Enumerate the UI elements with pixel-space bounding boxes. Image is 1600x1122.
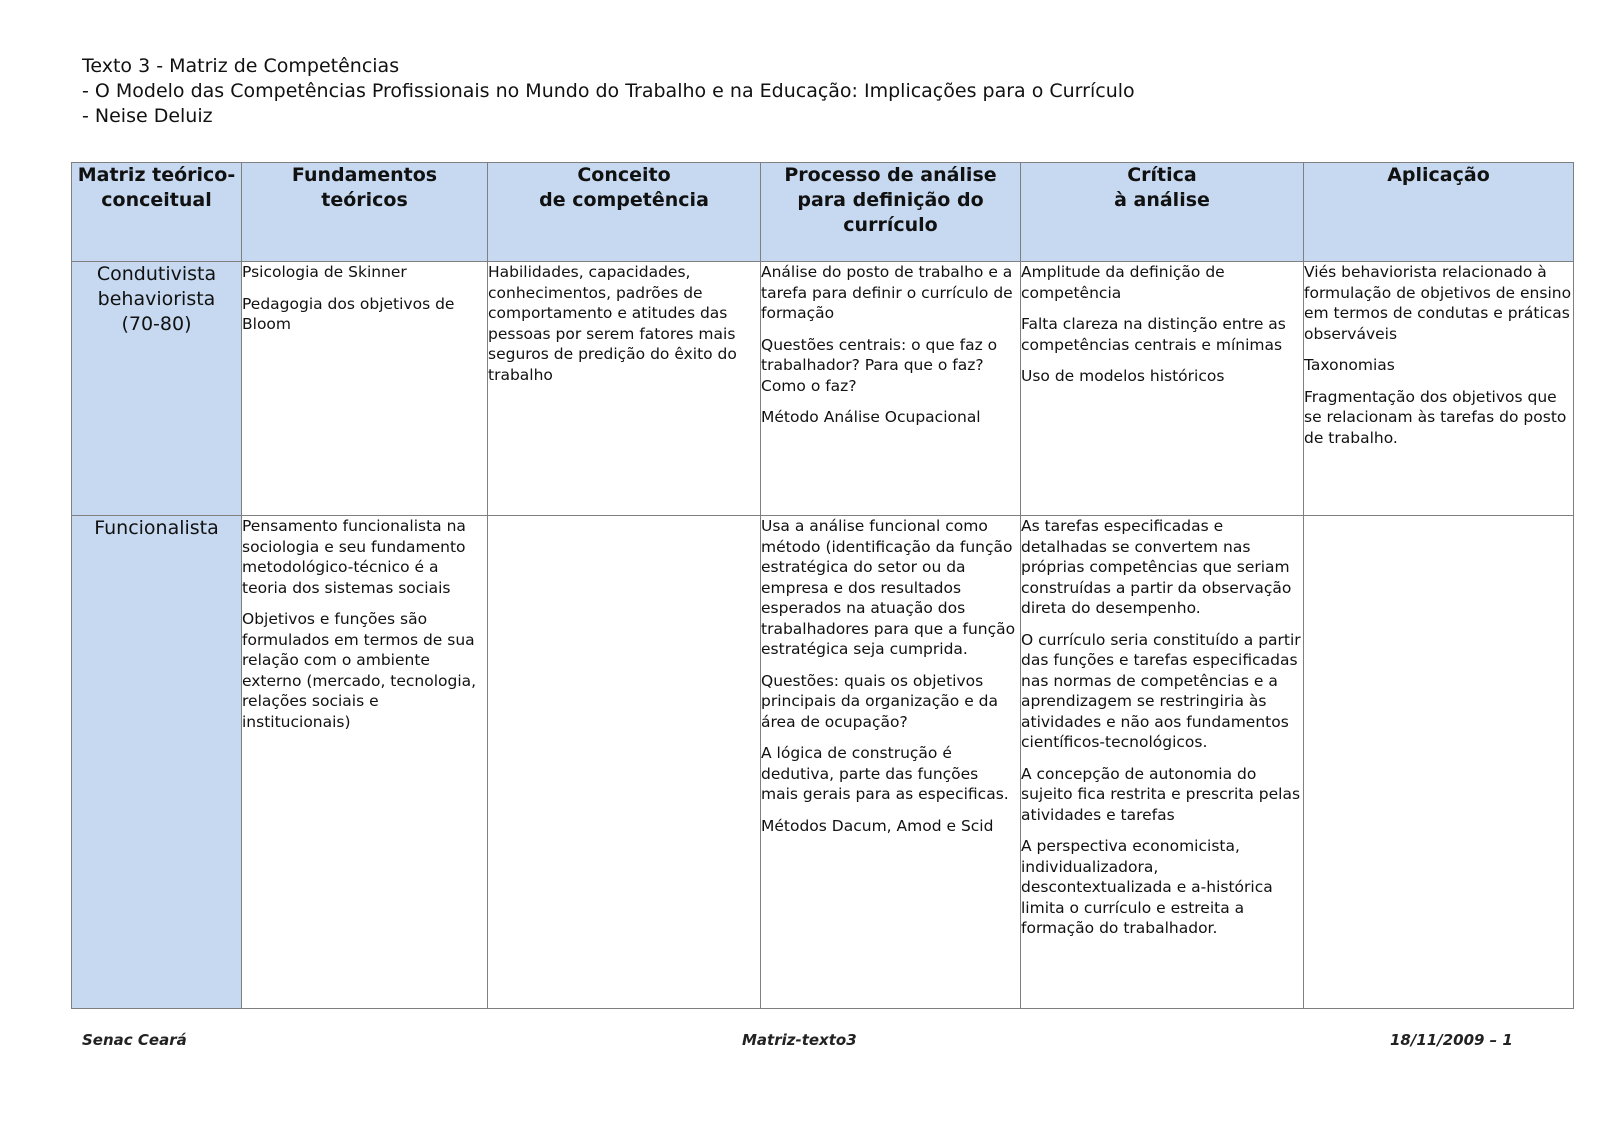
header-aplicacao: Aplicação <box>1304 163 1574 262</box>
row-label-funcionalista: Funcionalista <box>72 516 242 1009</box>
title-line-2: - O Modelo das Competências Profissionais no Mundo do Trabalho e na Educação: Implicações para o Currículo <box>82 80 1135 102</box>
cell-critica: As tarefas especificadas e detalhadas se convertem nas próprias competências que seriam construídas a partir da observação direta do desempenho. O currículo seria constituído a partir das funções e tarefas especificadas nas normas de competências e a aprendizagem se restringiria às atividades e não aos fundamentos científicos-tecnológicos. A concepção de autonomia do sujeito fica restrita e prescrita pelas atividades e tarefas A perspectiva economicista, individualizadora, descontextualizada e a-histórica limita o currículo e estreita a formação do trabalhador. <box>1021 516 1304 1009</box>
footer-date-page: 18/11/2009 – 1 <box>1390 1031 1513 1049</box>
footer-organization: Senac Ceará <box>82 1031 187 1049</box>
header-critica: Crítica à análise <box>1021 163 1304 262</box>
cell-conceito: Habilidades, capacidades, conhecimentos, padrões de comportamento e atitudes das pessoas por serem fatores mais seguros de predição do êxito do trabalho <box>488 262 761 516</box>
table-row-funcionalista <box>72 516 1574 1009</box>
header-fundamentos: Fundamentos teóricos <box>242 163 488 262</box>
title-line-3: - Neise Deluiz <box>82 105 213 127</box>
cell-processo: Análise do posto de trabalho e a tarefa para definir o currículo de formação Questões centrais: o que faz o trabalhador? Para que o faz? Como o faz? Método Análise Ocupacional <box>761 262 1021 516</box>
header-matriz: Matriz teórico- conceitual <box>72 163 242 262</box>
header-conceito: Conceito de competência <box>488 163 761 262</box>
cell-aplicacao: Viés behaviorista relacionado à formulação de objetivos de ensino em termos de condutas e práticas observáveis Taxonomias Fragmentação dos objetivos que se relacionam às tarefas do posto de trabalho. <box>1304 262 1574 516</box>
title-line-1: Texto 3 - Matriz de Competências <box>82 55 400 77</box>
row-label-condutivista: Condutivista behaviorista (70-80) <box>72 262 242 516</box>
cell-fundamentos: Pensamento funcionalista na sociologia e seu fundamento metodológico-técnico é a teoria dos sistemas sociais Objetivos e funções são formulados em termos de sua relação com o ambiente externo (mercado, tecnologia, relações sociais e institucionais) <box>242 516 488 1009</box>
cell-processo: Usa a análise funcional como método (identificação da função estratégica do setor ou da empresa e dos resultados esperados na atuação dos trabalhadores para que a função estratégica seja cumprida. Questões: quais os objetivos principais da organização e da área de ocupação? A lógica de construção é dedutiva, parte das funções mais gerais para as especificas. Métodos Dacum, Amod e Scid <box>761 516 1021 1009</box>
cell-critica: Amplitude da definição de competência Falta clareza na distinção entre as competências centrais e mínimas Uso de modelos históricos <box>1021 262 1304 516</box>
cell-aplicacao-empty <box>1304 516 1574 1009</box>
header-row <box>72 163 1574 262</box>
footer-filename: Matriz-texto3 <box>742 1031 857 1049</box>
competency-matrix-table <box>71 162 1574 1009</box>
table-row-condutivista <box>72 262 1574 516</box>
cell-fundamentos: Psicologia de Skinner Pedagogia dos objetivos de Bloom <box>242 262 488 516</box>
cell-conceito-empty <box>488 516 761 1009</box>
document-title <box>82 54 1135 129</box>
header-processo: Processo de análise para definição do currículo <box>761 163 1021 262</box>
